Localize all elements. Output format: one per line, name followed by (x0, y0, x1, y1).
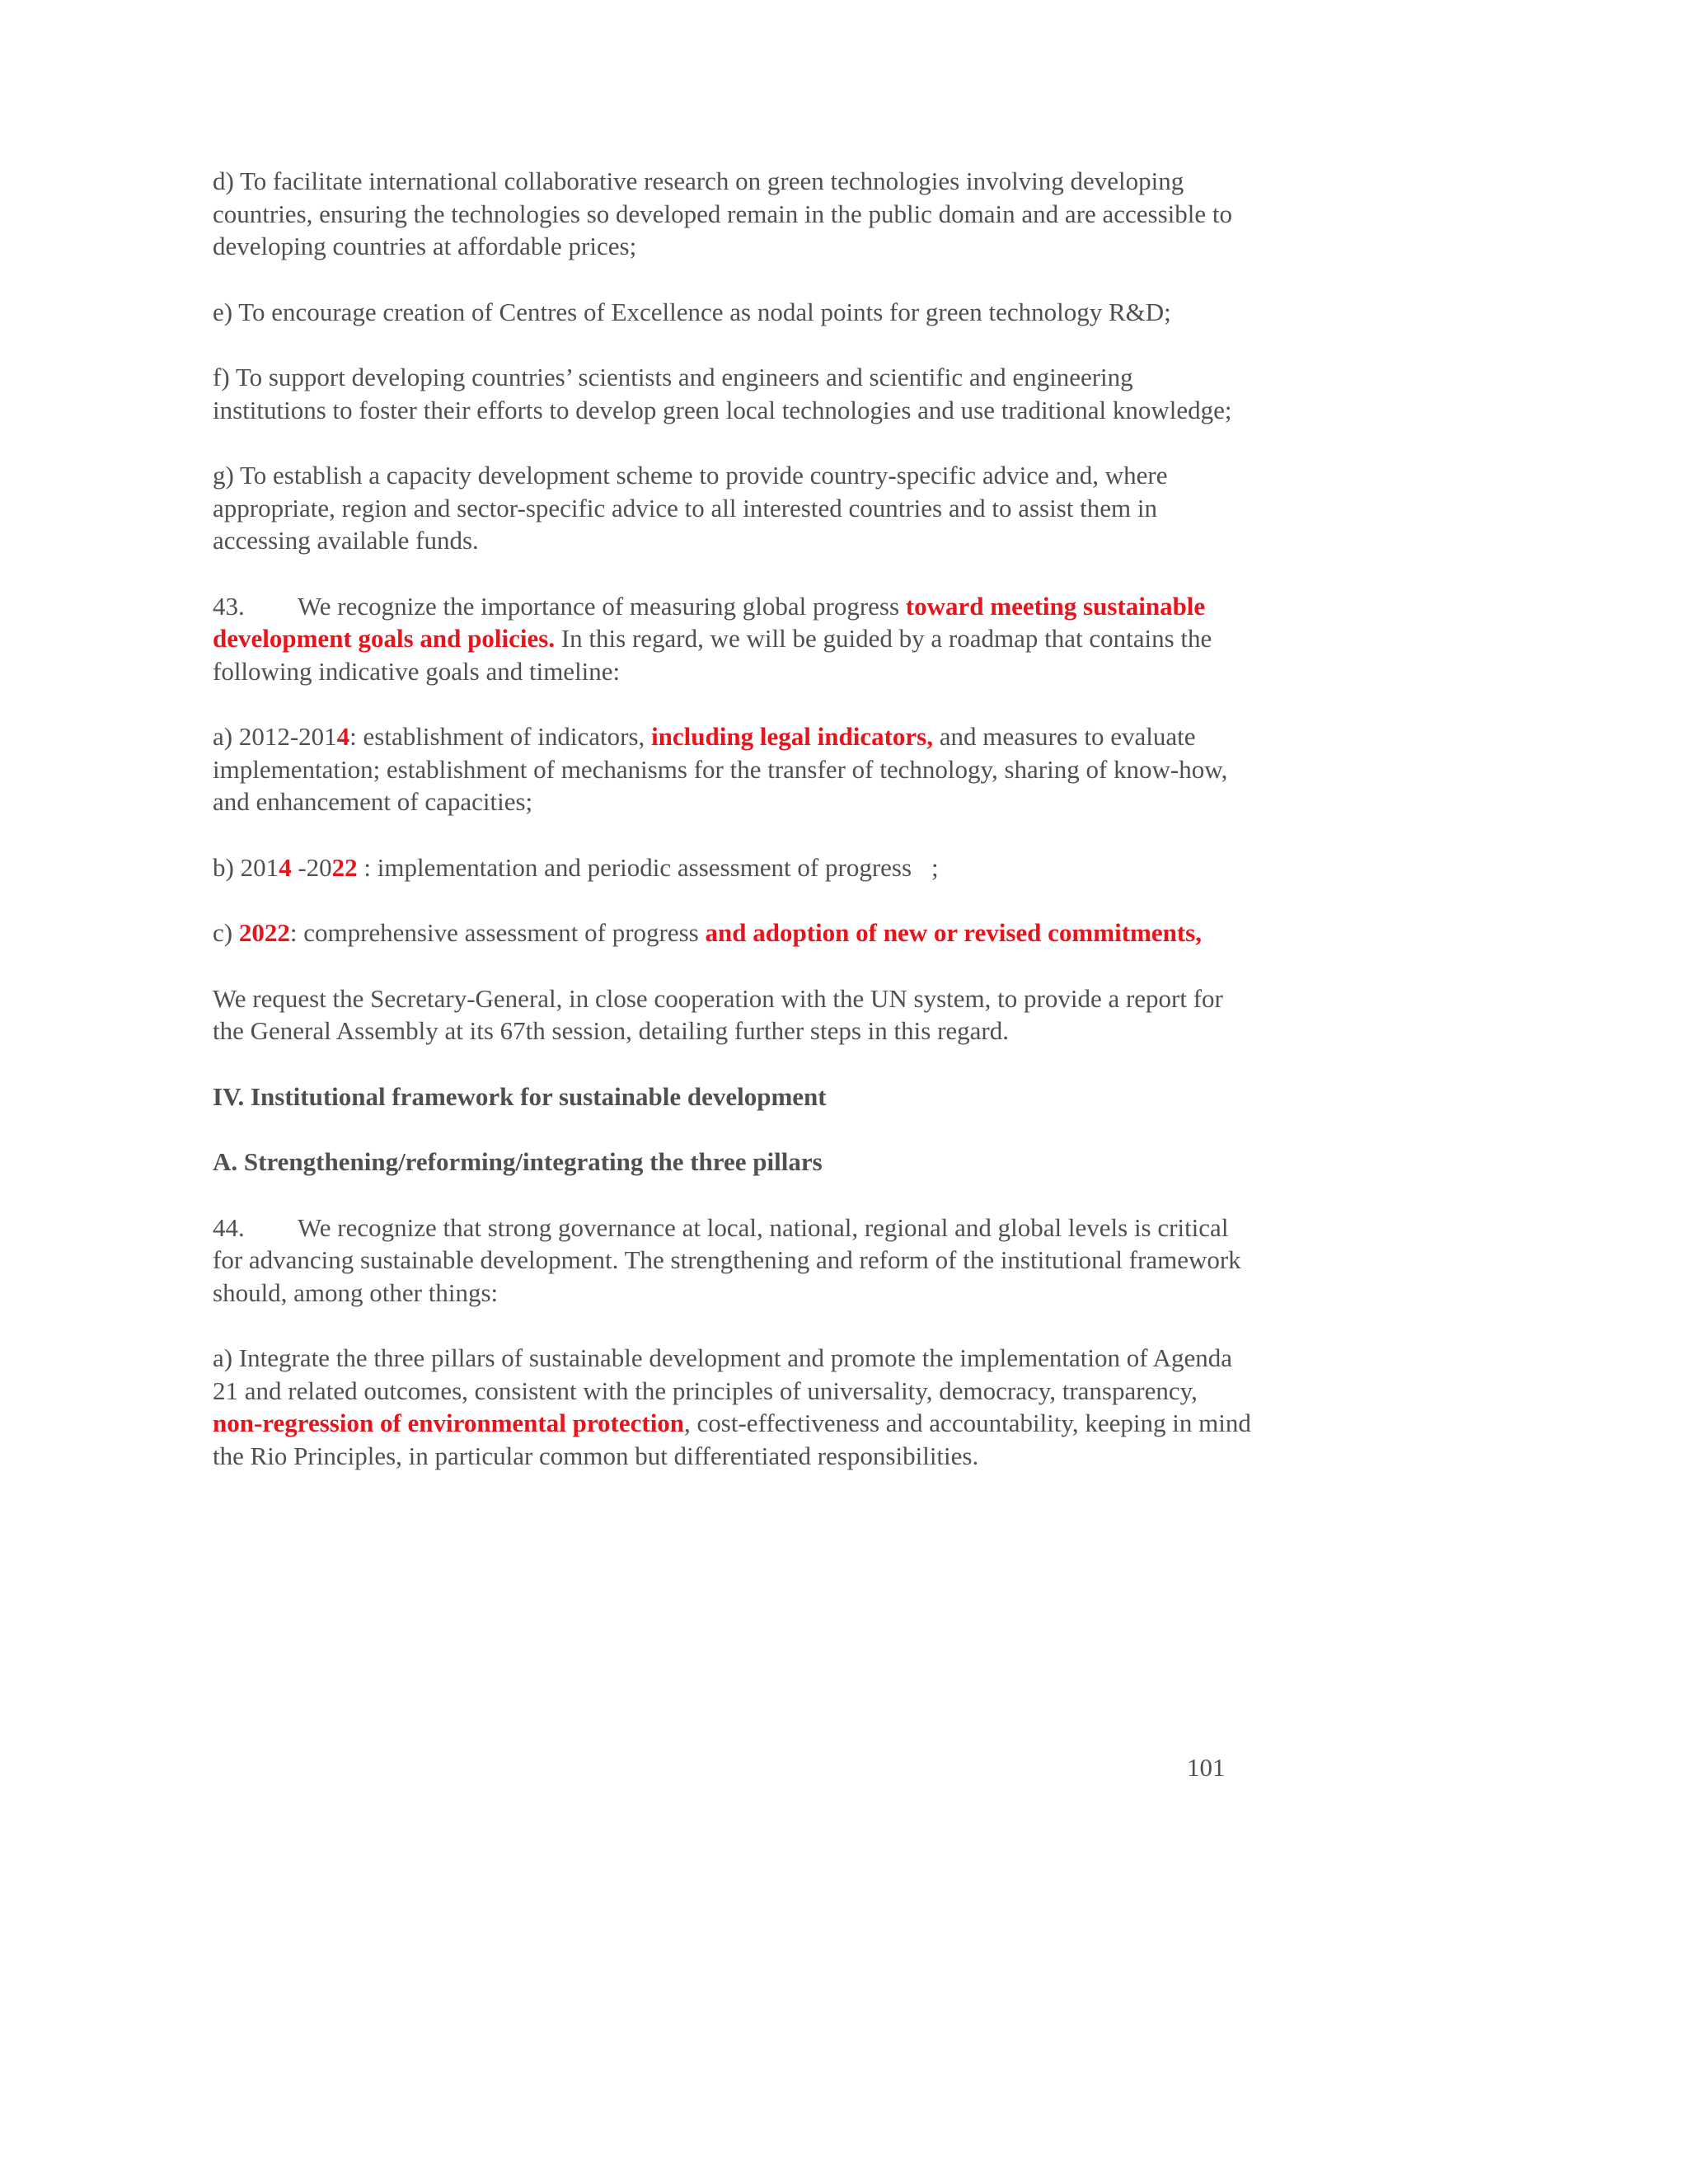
item-a-highlight-2: including legal indicators, (651, 722, 933, 751)
paragraph-44-text: We recognize that strong governance at local, national, regional and global levels is critical for advancing sustainable development. The strengthening and reform of the institutional framework should, among other things: (213, 1212, 1241, 1307)
item-c-highlight-1: 2022 (238, 918, 290, 947)
item-a44-highlight: non-regression of environmental protection (213, 1408, 685, 1437)
paragraph-43-highlight: toward meeting sustainable development goals and policies. (213, 591, 1206, 653)
item-b-text-4: ; (931, 852, 939, 882)
item-a-text-2: : establishment of indicators, (349, 722, 652, 751)
item-a-2012-2014 (213, 720, 1253, 818)
paragraph-43-text-1: We recognize the importance of measuring global progress (298, 591, 906, 621)
item-c-2022 (213, 916, 1253, 949)
section-heading-iv: IV. Institutional framework for sustainable development (213, 1081, 827, 1111)
paragraph-f: f) To support developing countries’ scientists and engineers and scientific and engineering institutions to foster their efforts to develop green local technologies and use traditional knowledge; (213, 363, 1232, 424)
paragraph-number: 43. (213, 591, 245, 621)
item-a44-text-1: a) Integrate the three pillars of sustainable development and promote the implementation of Agenda 21 and related outcomes, consistent with the principles of universality, democracy, transparency, (213, 1343, 1233, 1405)
page-number: 101 (1187, 1753, 1226, 1782)
paragraph-43 (213, 590, 1253, 688)
item-c-text-2: : comprehensive assessment of progress (289, 918, 706, 947)
paragraph-44 (213, 1212, 1253, 1310)
subsection-heading-a: A. Strengthening/reforming/integrating the three pillars (213, 1147, 823, 1176)
item-b-highlight-1: 4 (279, 852, 292, 882)
item-c-highlight-2: and adoption of new or revised commitments, (705, 918, 1202, 947)
paragraph-number: 44. (213, 1212, 245, 1242)
item-a-text-3: and measures to evaluate implementation; establishment of mechanisms for the transfer of technology, sharing of know-how, and enhancement of capacities; (213, 722, 1228, 816)
paragraph-g: g) To establish a capacity development scheme to provide country-specific advice and, where appropriate, region and sector-specific advice to all interested countries and to assist them in accessing available funds. (213, 461, 1168, 555)
item-a-highlight-1: 4 (336, 722, 350, 751)
item-a-text-1: a) 2012-201 (213, 722, 337, 751)
item-b-text-2: -20 (291, 852, 332, 882)
paragraph-e: e) To encourage creation of Centres of Excellence as nodal points for green technology R&D; (213, 297, 1171, 326)
paragraph-43-text-2: In this regard, we will be guided by a roadmap that contains the following indicative goals and timeline: (213, 624, 1212, 686)
item-b-2014-2022 (213, 851, 1253, 884)
item-a-integrate (213, 1342, 1253, 1472)
document-page (213, 165, 1253, 1505)
item-c-text-1: c) (213, 918, 239, 947)
paragraph-request: We request the Secretary-General, in close cooperation with the UN system, to provide a report for the General Assembly at its 67th session, detailing further steps in this regard. (213, 983, 1223, 1045)
item-b-text-3: : implementation and periodic assessment of progress (357, 852, 912, 882)
paragraph-d: d) To facilitate international collaborative research on green technologies involving developing countries, ensuring the technologies so developed remain in the public domain and are accessible to developing countries at affordable prices; (213, 166, 1233, 260)
item-b-highlight-2: 22 (331, 852, 358, 882)
item-a44-text-2: , cost-effectiveness and accountability, keeping in mind the Rio Principles, in particular common but differentiated responsibilities. (213, 1408, 1251, 1470)
item-b-text-1: b) 201 (213, 852, 279, 882)
